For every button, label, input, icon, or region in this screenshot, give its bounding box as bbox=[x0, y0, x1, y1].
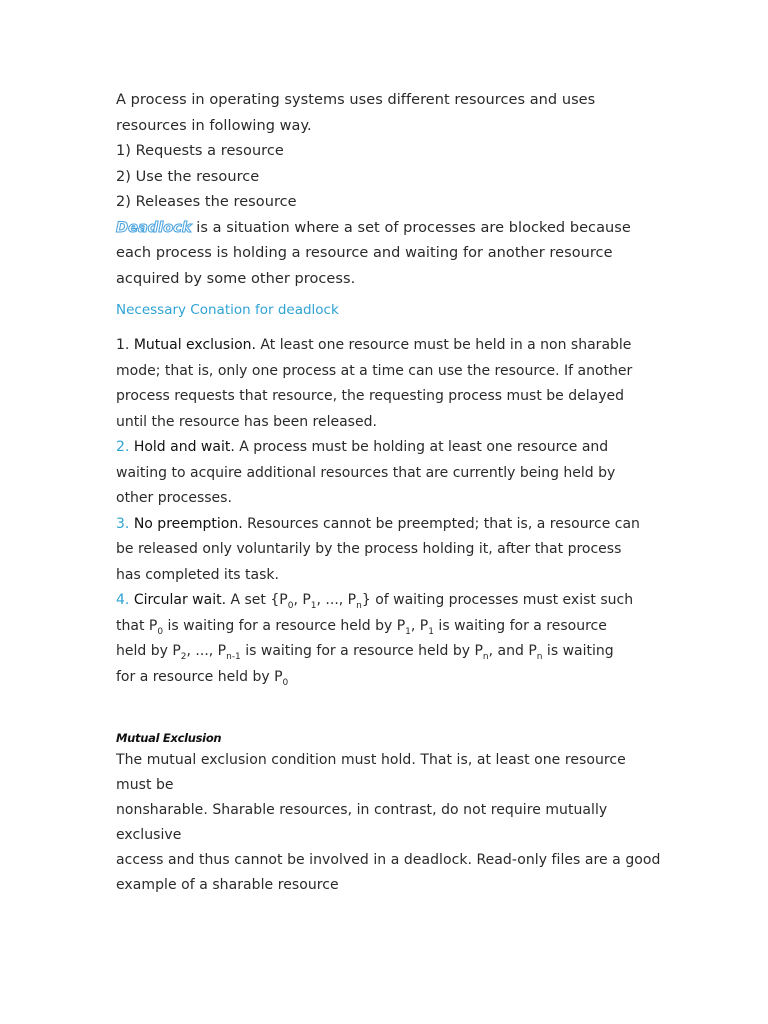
list-item-use: 2) Use the resource bbox=[116, 168, 260, 185]
condition-1-line-1 bbox=[116, 333, 661, 359]
condition-2-text: A process must be holding at least one resource and bbox=[234, 439, 609, 455]
condition-4-number: 4. bbox=[116, 592, 130, 608]
c4-l3-c: is waiting for a resource held by P bbox=[240, 643, 483, 659]
condition-1-line-2: mode; that is, only one process at a time can use the resource. If another bbox=[116, 362, 633, 379]
condition-4-term: Circular wait. bbox=[133, 592, 227, 608]
c4-l3-sub-2: 2 bbox=[180, 651, 187, 662]
c4-l3-b: , ..., P bbox=[186, 643, 227, 659]
c4-sub-n: n bbox=[356, 600, 362, 611]
c4-l3-sub-n1: n-1 bbox=[226, 651, 241, 662]
me-line-4: exclusive bbox=[116, 827, 182, 843]
c4-l2-c: , P bbox=[410, 617, 429, 634]
condition-4-line-1 bbox=[116, 588, 661, 614]
condition-3-number: 3. bbox=[116, 515, 130, 532]
c4-l2-sub-1: 1 bbox=[405, 626, 411, 637]
deadlock-definition-line-3: acquired by some other process. bbox=[116, 270, 356, 287]
c4-l3-a: held by P bbox=[116, 643, 181, 659]
list-item-releases: 2) Releases the resource bbox=[116, 194, 297, 210]
deadlock-definition-line-2: each process is holding a resource and waiting for another resource bbox=[116, 245, 613, 261]
condition-1-line-4: until the resource has been released. bbox=[116, 413, 377, 430]
me-line-1: The mutual exclusion condition must hold. That is, at least one resource bbox=[116, 752, 626, 768]
condition-1-line-3: process requests that resource, the requesting process must be delayed bbox=[116, 388, 624, 404]
c4-text-d: } of waiting processes must exist such bbox=[361, 592, 634, 608]
condition-4-line-2 bbox=[116, 614, 661, 640]
condition-3-text: Resources cannot be preempted; that is, a resource can bbox=[242, 515, 640, 532]
c4-l2-a: that P bbox=[116, 617, 158, 634]
c4-sub-1: 1 bbox=[310, 600, 317, 611]
me-line-2: must be bbox=[116, 777, 174, 793]
c4-sub-0: 0 bbox=[287, 600, 294, 611]
conditions-list bbox=[116, 333, 661, 690]
condition-2-line-2: waiting to acquire additional resources that are currently being held by bbox=[116, 464, 616, 481]
c4-l4-sub-0: 0 bbox=[282, 677, 289, 688]
condition-3-term: No preemption. bbox=[133, 515, 243, 532]
condition-3-line-2: be released only voluntarily by the process holding it, after that process bbox=[116, 541, 622, 557]
condition-1-text: At least one resource must be held in a non sharable bbox=[255, 337, 632, 353]
c4-l3-sub-n2: n bbox=[536, 651, 543, 662]
condition-2-number: 2. bbox=[116, 439, 130, 455]
intro-line-2: resources in following way. bbox=[116, 117, 312, 134]
conditions-heading: Necessary Conation for deadlock bbox=[116, 302, 339, 318]
me-line-3: nonsharable. Sharable resources, in contrast, do not require mutually bbox=[116, 802, 608, 818]
condition-3-line-3: has completed its task. bbox=[116, 566, 279, 583]
me-line-5: access and thus cannot be involved in a deadlock. Read-only files are a good bbox=[116, 852, 661, 868]
c4-l4-a: for a resource held by P bbox=[116, 668, 283, 685]
condition-2-line-1 bbox=[116, 435, 661, 461]
condition-2-term: Hold and wait. bbox=[133, 439, 235, 455]
c4-l3-d: , and P bbox=[488, 643, 537, 659]
deadlock-definition-line-1 bbox=[116, 216, 661, 242]
mutual-exclusion-paragraph bbox=[116, 748, 661, 898]
c4-l2-sub-1b: 1 bbox=[428, 626, 434, 637]
c4-l2-sub-0: 0 bbox=[157, 626, 164, 637]
intro-line-1: A process in operating systems uses different resources and uses bbox=[116, 92, 596, 108]
list-item-requests: 1) Requests a resource bbox=[116, 143, 284, 159]
c4-l3-sub-n: n bbox=[482, 651, 489, 662]
c4-l2-d: is waiting for a resource bbox=[433, 617, 607, 634]
condition-2-line-3: other processes. bbox=[116, 490, 232, 506]
c4-text-c: , ..., P bbox=[316, 592, 357, 608]
c4-text-b: , P bbox=[293, 592, 311, 608]
deadlock-def-text: is a situation where a set of processes are blocked because bbox=[191, 219, 631, 236]
condition-4-line-3 bbox=[116, 639, 661, 665]
c4-l3-e: is waiting bbox=[542, 643, 614, 659]
document-page bbox=[116, 88, 661, 898]
me-line-6: example of a sharable resource bbox=[116, 877, 339, 893]
condition-1-term: Mutual exclusion. bbox=[133, 337, 256, 353]
c4-text-a: A set {P bbox=[226, 592, 288, 608]
condition-1-number: 1. bbox=[116, 337, 130, 353]
mutual-exclusion-heading: Mutual Exclusion bbox=[116, 731, 222, 745]
condition-4-line-4 bbox=[116, 665, 661, 691]
c4-l2-b: is waiting for a resource held by P bbox=[163, 617, 406, 634]
deadlock-term: Deadlock bbox=[116, 219, 192, 236]
condition-3-line-1 bbox=[116, 512, 661, 538]
